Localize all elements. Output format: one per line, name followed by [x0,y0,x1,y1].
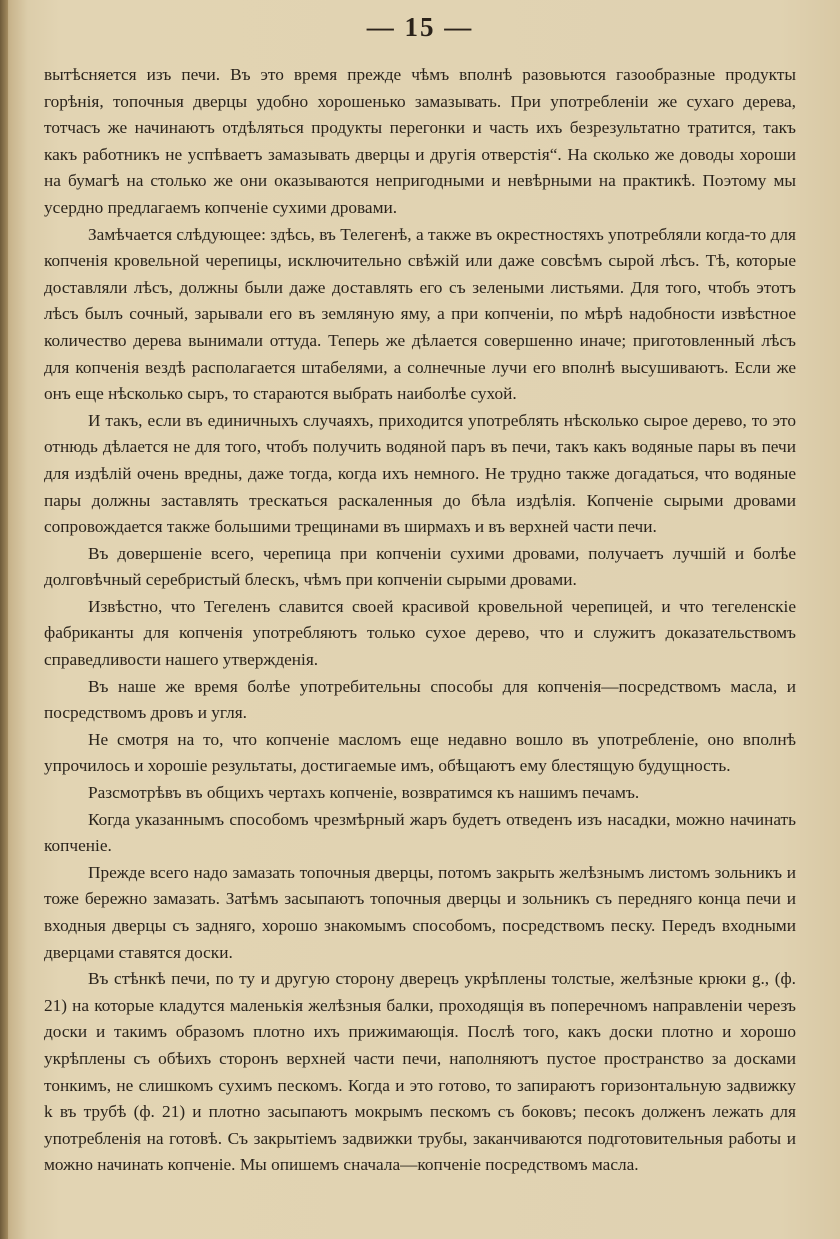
paragraph-11: Въ стѣнкѣ печи, по ту и другую сторону дверецъ укрѣплены толстые, желѣзные крюки g., (ф. 21) на которые кладутся маленькія желѣзныя балки, проходящія въ поперечномъ направленіи черезъ доски и такимъ образомъ плотно ихъ прижимающія. Послѣ того, какъ доски плотно и хорошо укрѣплены съ обѣихъ сторонъ верхней части печи, наполняютъ пустое пространство за досками тонкимъ, не слишкомъ сухимъ пескомъ. Когда и это готово, то запираютъ горизонтальную задвижку k въ трубѣ (ф. 21) и плотно засыпаютъ мокрымъ пескомъ съ боковъ; песокъ долженъ лежать для употребленія на готовѣ. Съ закрытіемъ задвижки трубы, заканчиваются подготовительныя работы и можно начинать копченіе. Мы опишемъ сначала—копченіе посредствомъ масла. [44,969,796,1175]
paragraph-8: Разсмотрѣвъ въ общихъ чертахъ копченіе, возвратимся къ нашимъ печамъ. [88,783,640,803]
paragraph-1: вытѣсняется изъ печи. Въ это время прежде чѣмъ вполнѣ разовьются газообразные продукты горѣнія, топочныя дверцы удобно хорошенько замазывать. При употребленіи же сухаго дерева, тотчасъ же начинаютъ отдѣляться продукты перегонки и часть ихъ безрезультатно тратится, такъ какъ работникъ не успѣваетъ замазывать дверцы и другія отверстія“. На сколько же доводы хороши на бумагѣ на столько же они оказываются непригодными и невѣрными на практикѣ. Поэтому мы усердно предлагаемъ копченіе сухими дровами. [44,65,796,217]
page-number: — 15 — [366,12,474,42]
paragraph-7: Не смотря на то, что копченіе масломъ еще недавно вошло въ употребленіе, оно вполнѣ упрочилось и хорошіе результаты, достигаемые имъ, обѣщаютъ ему блестящую будущность. [44,729,796,776]
body-text [44,62,796,1179]
paragraph-5: Извѣстно, что Тегеленъ славится своей красивой кровельной черепицей, и что тегеленскіе фабриканты для копченія употребляютъ только сухое дерево, что и служитъ доказательствомъ справедливости нашего утвержденія. [44,596,796,670]
paragraph-3: И такъ, если въ единичныхъ случаяхъ, приходится употреблять нѣсколько сырое дерево, то это отнюдь дѣлается не для того, чтобъ получить водяной паръ въ печи, такъ какъ водяные пары въ печи для издѣлій очень вредны, даже тогда, когда ихъ немного. Не трудно также догадаться, что водяные пары должны заставлять трескаться раскаленныя до бѣла издѣлія. Копченіе сырыми дровами сопровождается также большими трещинами въ ширмахъ и въ верхней части печи. [44,410,796,537]
paragraph-4: Въ довершеніе всего, черепица при копченіи сухими дровами, получаетъ лучшій и болѣе долговѣчный серебристый блескъ, чѣмъ при копченіи сырыми дровами. [44,543,796,590]
paragraph-9: Когда указаннымъ способомъ чрезмѣрный жаръ будетъ отведенъ изъ насадки, можно начинать копченіе. [44,809,796,856]
page-spine-shadow [0,0,8,1239]
paragraph-10: Прежде всего надо замазать топочныя дверцы, потомъ закрыть желѣзнымъ листомъ зольникъ и тоже бережно замазать. Затѣмъ засыпаютъ топочныя дверцы и зольникъ съ передняго конца печи и входныя дверцы съ задняго, хорошо знакомымъ способомъ, посредствомъ песку. Передъ входными дверцами ставятся доски. [44,862,796,962]
paragraph-2: Замѣчается слѣдующее: здѣсь, въ Телегенѣ, а также въ окрестностяхъ употребляли когда-то для копченія кровельной черепицы, исключительно свѣжій или даже совсѣмъ сырой лѣсъ. Тѣ, которые доставляли лѣсъ, должны были даже доставлять его съ зелеными листьями. Для того, чтобъ этотъ лѣсъ былъ сочный, зарывали его въ земляную яму, а при копченіи, по мѣрѣ надобности извѣстное количество дерева вынимали оттуда. Теперь же дѣлается совершенно иначе; приготовленный лѣсъ для копченія вездѣ располагается штабелями, а солнечные лучи его вполнѣ высушиваютъ. Если же онъ еще нѣсколько сыръ, то стараются выбрать наиболѣе сухой. [44,224,796,404]
paragraph-6: Въ наше же время болѣе употребительны способы для копченія—посредствомъ масла, и посредствомъ дровъ и угля. [44,676,796,723]
